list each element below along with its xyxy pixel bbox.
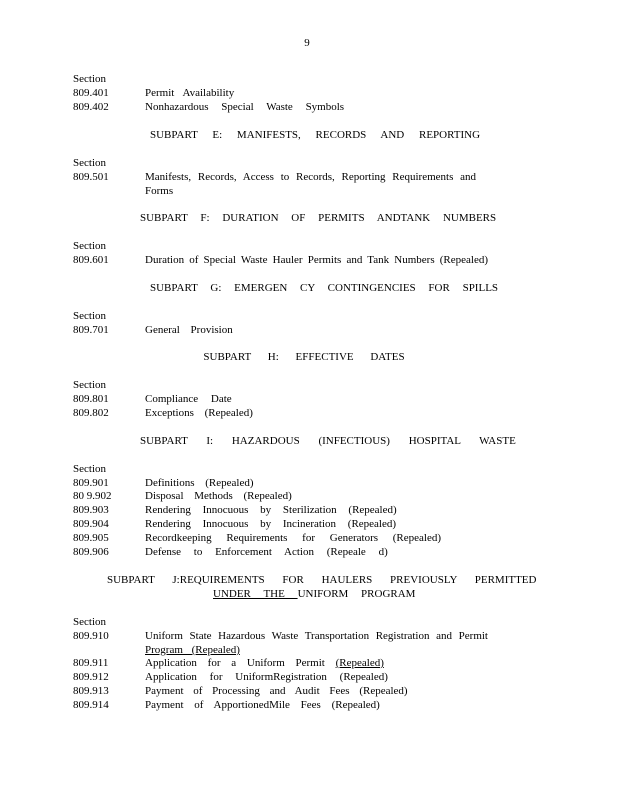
- section-title: Compliance Date: [145, 393, 232, 405]
- section-number: 809.914: [73, 699, 109, 711]
- section-number: 809.701: [73, 324, 109, 336]
- section-title: Exceptions (Repealed): [145, 407, 253, 419]
- section-number: 809.801: [73, 393, 109, 405]
- section-title: Rendering Innocuous by Sterilization (Repealed): [145, 504, 397, 516]
- section-number: 809.906: [73, 546, 109, 558]
- section-number: 809.910: [73, 630, 109, 642]
- section-title: [145, 656, 398, 670]
- section-number: 809.905: [73, 532, 109, 544]
- section-title: General Provision: [145, 324, 233, 336]
- section-title-continued: Forms: [145, 185, 174, 197]
- subpart-heading: SUBPART I: HAZARDOUS (INFECTIOUS) HOSPITAL WASTE: [140, 435, 516, 447]
- section-title: Manifests, Records, Access to Records, Reporting Requirements and: [145, 171, 476, 183]
- section-heading: Section: [73, 240, 106, 252]
- section-number: 809.903: [73, 504, 109, 516]
- section-title: Duration of Special Waste Hauler Permits and Tank Numbers (Repealed): [145, 254, 488, 266]
- subpart-heading: SUBPART H: EFFECTIVE DATES: [203, 351, 405, 363]
- subpart-heading: SUBPART J:REQUIREMENTS FOR HAULERS PREVIOUSLY PERMITTED: [107, 574, 537, 586]
- subpart-heading-text: UNIFORM PROGRAM: [297, 588, 416, 600]
- section-title: Payment of Processing and Audit Fees (Repealed): [145, 685, 408, 697]
- page-number: 9: [304, 37, 310, 49]
- section-title: Recordkeeping Requirements for Generators (Repealed): [145, 532, 442, 544]
- subpart-heading: SUBPART F: DURATION OF PERMITS ANDTANK NUMBERS: [140, 212, 497, 224]
- section-heading: Section: [73, 463, 106, 475]
- section-number: 809.913: [73, 685, 109, 697]
- section-title: Rendering Innocuous by Incineration (Repealed): [145, 518, 397, 530]
- underlined-text: UNDER THE: [213, 588, 298, 600]
- subpart-heading: SUBPART E: MANIFESTS, RECORDS AND REPORTING: [150, 129, 481, 141]
- section-number: 809.601: [73, 254, 109, 266]
- section-number: 809.911: [73, 657, 109, 669]
- section-heading: Section: [73, 310, 106, 322]
- section-title-continued: Program (Repealed): [145, 644, 240, 656]
- section-title: Permit Availability: [145, 87, 235, 99]
- repealed-marker: (Repealed): [335, 657, 384, 669]
- section-title: Nonhazardous Special Waste Symbols: [145, 101, 345, 113]
- subpart-heading: SUBPART G: EMERGEN CY CONTINGENCIES FOR SPILLS: [150, 282, 499, 294]
- section-number: 809.401: [73, 87, 109, 99]
- section-heading: Section: [73, 73, 106, 85]
- section-title: Application for UniformRegistration (Repealed): [145, 671, 388, 683]
- section-title: Uniform State Hazardous Waste Transportation Registration and Permit: [145, 630, 488, 642]
- section-number: 80 9.902: [73, 490, 112, 502]
- section-number: 809.402: [73, 101, 109, 113]
- section-number: 809.501: [73, 171, 109, 183]
- section-number: 809.802: [73, 407, 109, 419]
- section-number: 809.912: [73, 671, 109, 683]
- section-title: Disposal Methods (Repealed): [145, 490, 292, 502]
- section-title: Definitions (Repealed): [145, 477, 254, 489]
- section-title-text: Application for a Uniform Permit: [145, 657, 336, 669]
- subpart-heading-line2: [213, 587, 415, 601]
- section-number: 809.901: [73, 477, 109, 489]
- section-title: Payment of ApportionedMile Fees (Repealed): [145, 699, 380, 711]
- section-heading: Section: [73, 157, 106, 169]
- section-number: 809.904: [73, 518, 109, 530]
- section-heading: Section: [73, 616, 106, 628]
- section-title: Defense to Enforcement Action (Repeale d): [145, 546, 388, 558]
- section-heading: Section: [73, 379, 106, 391]
